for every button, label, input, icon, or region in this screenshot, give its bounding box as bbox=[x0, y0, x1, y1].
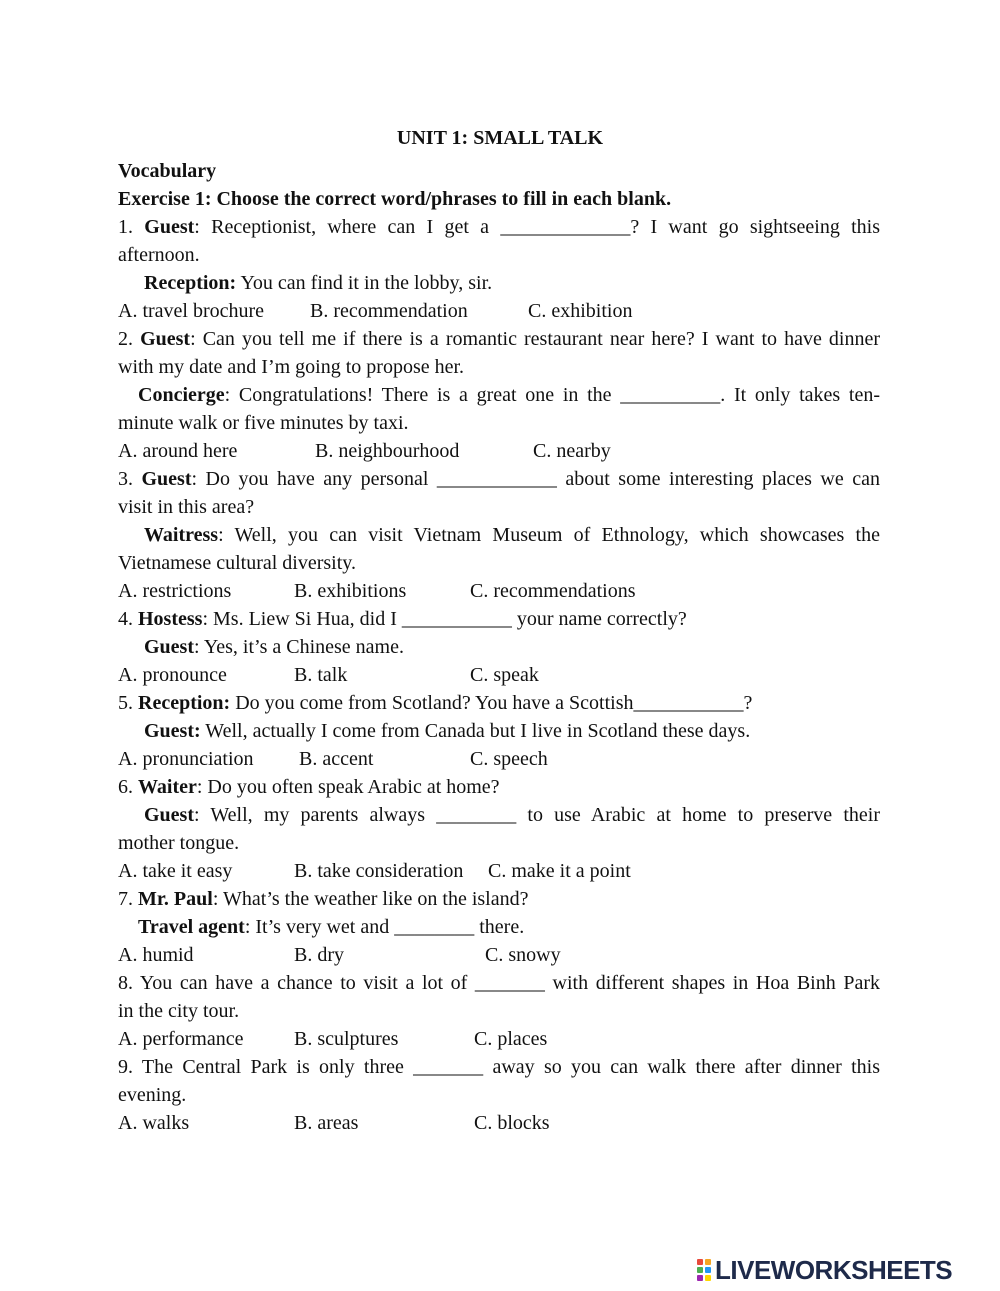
option-a[interactable]: A. restrictions bbox=[118, 580, 232, 602]
question-4-options bbox=[118, 661, 880, 689]
liveworksheets-logo[interactable] bbox=[697, 1256, 992, 1284]
question-number: 5. bbox=[118, 692, 133, 714]
option-c[interactable]: C. recommendations bbox=[470, 580, 636, 602]
speaker-label: Guest bbox=[144, 636, 194, 658]
option-b[interactable]: B. recommendation bbox=[310, 300, 468, 322]
question-text: : Do you often speak Arabic at home? bbox=[196, 776, 500, 798]
question-4-reply bbox=[118, 633, 880, 661]
question-number: 4. bbox=[118, 608, 133, 630]
speaker-label: Mr. Paul bbox=[138, 888, 213, 910]
question-number: 3. bbox=[118, 468, 133, 490]
question-number: 6. bbox=[118, 776, 133, 798]
speaker-label: Waiter bbox=[138, 776, 197, 798]
question-6-options bbox=[118, 857, 880, 885]
question-6-reply-line-2: mother tongue. bbox=[118, 832, 240, 854]
question-1-reply bbox=[118, 269, 880, 297]
page-title: UNIT 1: SMALL TALK bbox=[396, 127, 604, 149]
question-4-line-1 bbox=[118, 605, 880, 633]
option-b[interactable]: B. talk bbox=[294, 664, 348, 686]
question-5-reply bbox=[118, 717, 880, 745]
question-text: : Ms. Liew Si Hua, did I ___________ your name correctly? bbox=[202, 608, 687, 630]
option-c[interactable]: C. exhibition bbox=[528, 300, 633, 322]
question-3-line-2: visit in this area? bbox=[118, 496, 255, 518]
question-5-options bbox=[118, 745, 880, 773]
option-c[interactable]: C. make it a point bbox=[488, 860, 631, 882]
question-5-line-1 bbox=[118, 689, 880, 717]
question-number: 7. bbox=[118, 888, 133, 910]
speaker-label: Guest bbox=[144, 804, 194, 826]
speaker-label: Guest bbox=[141, 468, 192, 490]
question-text: Do you come from Scotland? You have a Scottish___________? bbox=[230, 692, 753, 714]
reply-text: You can find it in the lobby, sir. bbox=[236, 272, 493, 294]
question-8-line-1: 8. You can have a chance to visit a lot of _______ with different shapes in Hoa Binh Park bbox=[118, 972, 880, 994]
speaker-label: Guest bbox=[144, 216, 195, 238]
logo-square bbox=[697, 1275, 703, 1281]
option-b[interactable]: B. neighbourhood bbox=[315, 440, 460, 462]
question-text: : What’s the weather like on the island? bbox=[212, 888, 529, 910]
option-a[interactable]: A. around here bbox=[118, 440, 238, 462]
option-c[interactable]: C. speak bbox=[470, 664, 539, 686]
option-c[interactable]: C. snowy bbox=[485, 944, 561, 966]
option-a[interactable]: A. performance bbox=[118, 1028, 244, 1050]
question-9-line-1: 9. The Central Park is only three _______ away so you can walk there after dinner this bbox=[118, 1056, 880, 1078]
speaker-label: Guest bbox=[140, 328, 191, 350]
option-c[interactable]: C. places bbox=[474, 1028, 548, 1050]
question-8-line-2: in the city tour. bbox=[118, 1000, 240, 1022]
question-7-options bbox=[118, 941, 880, 969]
option-b[interactable]: B. sculptures bbox=[294, 1028, 399, 1050]
question-3-reply-line-1 bbox=[118, 521, 880, 549]
reply-text: : Well, my parents always ________ to use Arabic at home to preserve their bbox=[194, 804, 880, 826]
speaker-label: Reception: bbox=[138, 692, 231, 714]
question-7-reply bbox=[118, 913, 880, 941]
question-7-line-1 bbox=[118, 885, 880, 913]
speaker-label: Guest: bbox=[144, 720, 201, 742]
logo-text: LIVEWORKSHEETS bbox=[715, 1254, 953, 1285]
section-heading: Vocabulary bbox=[118, 160, 217, 182]
option-c[interactable]: C. blocks bbox=[474, 1112, 550, 1134]
question-1-options bbox=[118, 297, 880, 325]
option-b[interactable]: B. areas bbox=[294, 1112, 359, 1134]
option-b[interactable]: B. exhibitions bbox=[294, 580, 407, 602]
logo-square bbox=[697, 1259, 703, 1265]
liveworksheets-mark-icon bbox=[697, 1259, 711, 1281]
option-b[interactable]: B. take consideration bbox=[294, 860, 464, 882]
reply-text: : Well, you can visit Vietnam Museum of Ethnology, which showcases the bbox=[218, 524, 880, 546]
question-3-line-1 bbox=[118, 465, 880, 493]
question-8-options bbox=[118, 1025, 880, 1053]
reply-text: : Congratulations! There is a great one in the __________. It only takes ten- bbox=[224, 384, 880, 406]
option-c[interactable]: C. speech bbox=[470, 748, 548, 770]
speaker-label: Concierge bbox=[138, 384, 225, 406]
question-3-reply-line-2: Vietnamese cultural diversity. bbox=[118, 552, 356, 574]
logo-square bbox=[705, 1259, 711, 1265]
option-a[interactable]: A. travel brochure bbox=[118, 300, 265, 322]
speaker-label: Hostess bbox=[138, 608, 203, 630]
question-text: : Can you tell me if there is a romantic restaurant near here? I want to have dinner bbox=[190, 328, 880, 350]
logo-square bbox=[705, 1267, 711, 1273]
question-2-options bbox=[118, 437, 880, 465]
question-1-line-2: afternoon. bbox=[118, 244, 200, 266]
logo-square bbox=[697, 1267, 703, 1273]
speaker-label: Waitress bbox=[144, 524, 219, 546]
speaker-label: Travel agent bbox=[138, 916, 245, 938]
question-2-reply-line-2: minute walk or five minutes by taxi. bbox=[118, 412, 409, 434]
question-2-line-1 bbox=[118, 325, 880, 353]
option-c[interactable]: C. nearby bbox=[533, 440, 611, 462]
question-1-line-1 bbox=[118, 213, 880, 241]
question-text: : Receptionist, where can I get a _____________? I want go sightseeing this bbox=[194, 216, 881, 238]
reply-text: : It’s very wet and ________ there. bbox=[244, 916, 525, 938]
option-b[interactable]: B. accent bbox=[299, 748, 374, 770]
question-9-options bbox=[118, 1109, 880, 1137]
question-6-line-1 bbox=[118, 773, 880, 801]
reply-text: Well, actually I come from Canada but I live in Scotland these days. bbox=[200, 720, 751, 742]
question-number: 1. bbox=[118, 216, 133, 238]
option-a[interactable]: A. pronunciation bbox=[118, 748, 254, 770]
question-number: 2. bbox=[118, 328, 133, 350]
speaker-label: Reception: bbox=[144, 272, 237, 294]
logo-square bbox=[705, 1275, 711, 1281]
option-b[interactable]: B. dry bbox=[294, 944, 344, 966]
option-a[interactable]: A. pronounce bbox=[118, 664, 227, 686]
question-2-reply-line-1 bbox=[118, 381, 880, 409]
worksheet-body bbox=[118, 157, 880, 1137]
exercise-heading: Exercise 1: Choose the correct word/phrases to fill in each blank. bbox=[118, 188, 672, 210]
option-a[interactable]: A. humid bbox=[118, 944, 194, 966]
question-text: : Do you have any personal ____________ about some interesting places we can bbox=[191, 468, 880, 490]
question-9-line-2: evening. bbox=[118, 1084, 187, 1106]
reply-text: : Yes, it’s a Chinese name. bbox=[194, 636, 404, 658]
question-3-options bbox=[118, 577, 880, 605]
option-a[interactable]: A. walks bbox=[118, 1112, 190, 1134]
question-2-line-2: with my date and I’m going to propose her. bbox=[118, 356, 465, 378]
question-6-reply-line-1 bbox=[118, 801, 880, 829]
option-a[interactable]: A. take it easy bbox=[118, 860, 233, 882]
